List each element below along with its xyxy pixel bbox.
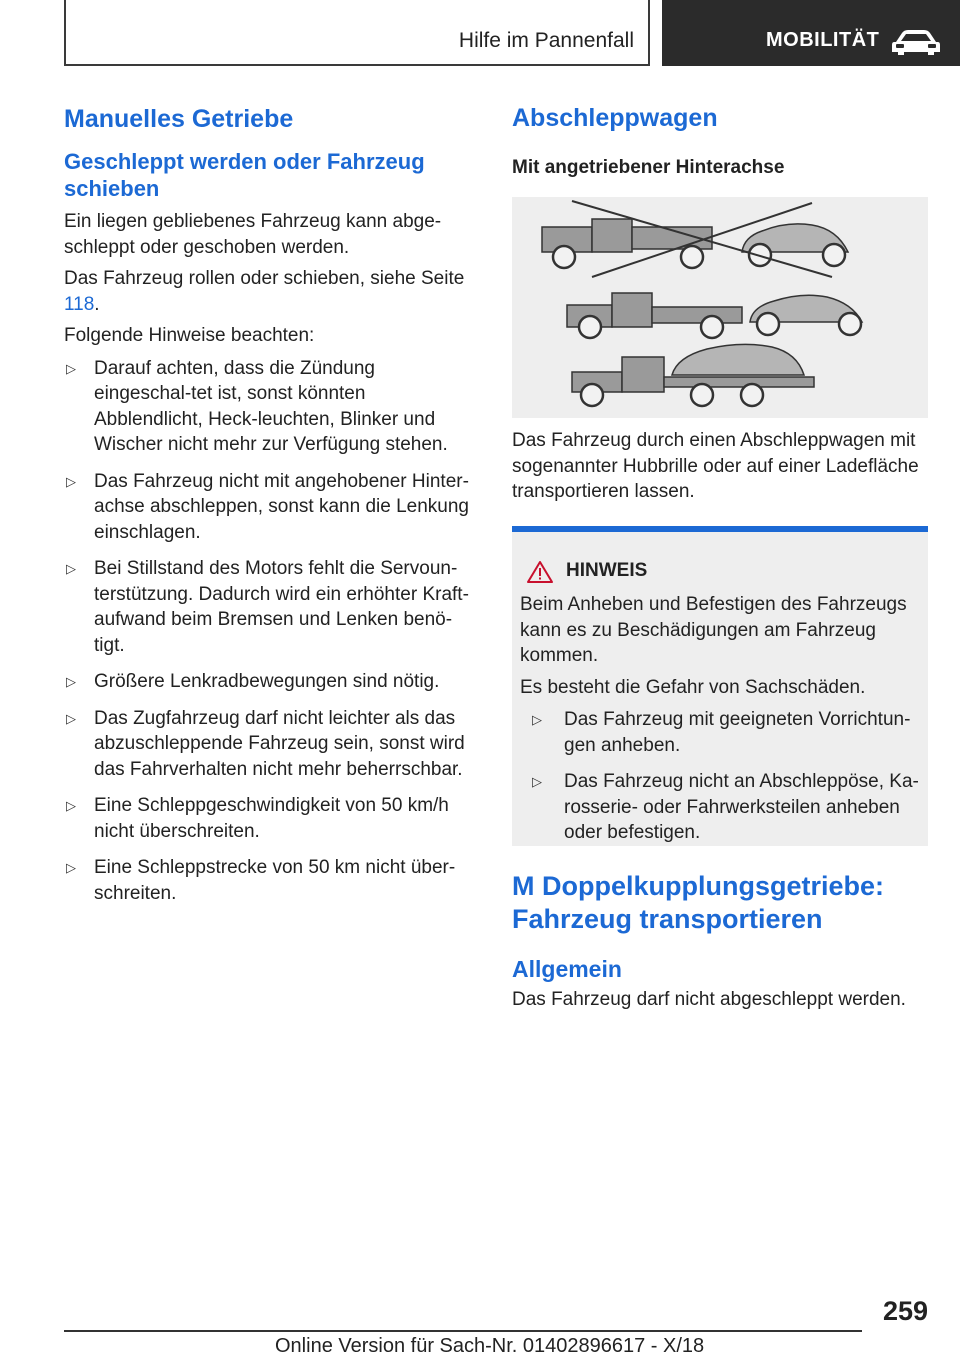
footer-version-text: Online Version für Sach-Nr. 01402896617 - X/18 <box>275 1335 705 1357</box>
left-column <box>64 100 476 906</box>
bullet-triangle-icon: ▷ <box>66 473 76 489</box>
bullet-triangle-icon: ▷ <box>66 360 76 376</box>
page-number: 259 <box>882 1296 928 1326</box>
reference-text: Das Fahrzeug rollen oder schieben, siehe Seite <box>64 268 465 289</box>
figure-caption-wrapper <box>512 428 928 505</box>
reference-paragraph <box>64 266 476 317</box>
list-item <box>64 469 476 546</box>
page-link-118[interactable]: 118 <box>64 293 95 315</box>
towing-illustration <box>512 197 928 418</box>
list-item-text: Das Fahrzeug mit geeigneten Vorrichtun-gen anheben. <box>564 709 911 756</box>
towing-notes-list <box>64 356 476 907</box>
bullet-triangle-icon: ▷ <box>66 860 76 875</box>
list-item-text: Größere Lenkradbewegungen sind nötig. <box>94 671 440 692</box>
figure-caption: Das Fahrzeug durch einen Abschleppwagen mit sogenannter Hubbrille oder auf einer Ladefläche transportieren lassen. <box>512 430 919 502</box>
header-frame <box>64 0 650 66</box>
list-item-text: Eine Schleppgeschwindigkeit von 50 km/h nicht überschreiten. <box>94 795 449 842</box>
notes-intro: Folgende Hinweise beachten: <box>64 325 315 346</box>
list-item <box>64 793 476 844</box>
list-item <box>530 707 920 758</box>
warning-icon <box>526 560 554 584</box>
intro-paragraph: Ein liegen gebliebenes Fahrzeug kann abge-schleppt oder geschoben werden. <box>64 211 442 258</box>
right-column <box>512 100 928 180</box>
list-item <box>64 356 476 458</box>
list-item-text: Das Zugfahrzeug darf nicht leichter als das abzuschleppende Fahrzeug sein, sonst wird das Fahrverhalten nicht mehr beherrschbar. <box>94 707 465 780</box>
heading-manual-gearbox: Manuelles Getriebe <box>64 105 294 133</box>
bullet-triangle-icon: ▷ <box>532 774 542 789</box>
list-item-text: Darauf achten, dass die Zündung eingeschal-tet ist, sonst könnten Abblendlicht, Heck-leuchten, Blinker und Wischer nicht mehr zur Verfügung stehen. <box>94 357 448 455</box>
list-item <box>64 556 476 658</box>
footer-divider <box>64 1330 862 1332</box>
list-item <box>64 855 476 906</box>
general-paragraph: Das Fahrzeug darf nicht abgeschleppt werden. <box>512 989 906 1010</box>
reference-suffix: . <box>94 293 100 315</box>
list-item-text: Bei Stillstand des Motors fehlt die Servoun-terstützung. Dadurch wird ein erhöhter Kraft-aufwand beim Bremsen und Lenken benö-tigt. <box>94 558 469 656</box>
list-item-text: Das Fahrzeug nicht an Abschleppöse, Ka-rosserie- oder Fahrwerksteilen anheben oder befestigen. <box>564 771 919 843</box>
dct-section <box>512 870 928 1013</box>
bullet-triangle-icon: ▷ <box>66 798 76 813</box>
heading-tow-truck: Abschleppwagen <box>512 104 718 132</box>
notice-paragraph-2: Es besteht die Gefahr von Sachschäden. <box>520 676 866 698</box>
list-item-text: Das Fahrzeug nicht mit angehobener Hinter-achse abschleppen, sonst kann die Lenkung einschlagen. <box>94 470 469 543</box>
notice-body <box>520 592 920 846</box>
section-title: Hilfe im Pannenfall <box>458 29 634 52</box>
notice-paragraph-1: Beim Anheben und Befestigen des Fahrzeugs kann es zu Beschädigungen am Fahrzeug kommen. <box>520 594 907 666</box>
list-item <box>530 769 920 846</box>
notice-title: HINWEIS <box>566 560 648 581</box>
list-item-text: Eine Schleppstrecke von 50 km nicht über-schreiten. <box>94 857 456 904</box>
list-item <box>64 706 476 783</box>
notice-box <box>512 526 928 846</box>
heading-dct-transport: M Doppelkupplungsgetriebe: Fahrzeug transportieren <box>512 871 885 934</box>
bullet-triangle-icon: ▷ <box>66 674 76 689</box>
bullet-triangle-icon: ▷ <box>66 561 76 576</box>
bullet-triangle-icon: ▷ <box>532 712 542 727</box>
heading-towing-pushing: Geschleppt werden oder Fahrzeug schieben <box>64 149 425 201</box>
list-item <box>64 669 476 695</box>
car-icon <box>890 28 942 56</box>
heading-general: Allgemein <box>512 956 622 982</box>
tow-trucks-image <box>512 197 928 418</box>
chapter-tab[interactable] <box>662 0 960 66</box>
notice-list <box>520 707 920 846</box>
subheading-rear-axle: Mit angetriebener Hinterachse <box>512 157 785 178</box>
chapter-label: MOBILITÄT <box>766 29 880 51</box>
bullet-triangle-icon: ▷ <box>66 710 76 726</box>
